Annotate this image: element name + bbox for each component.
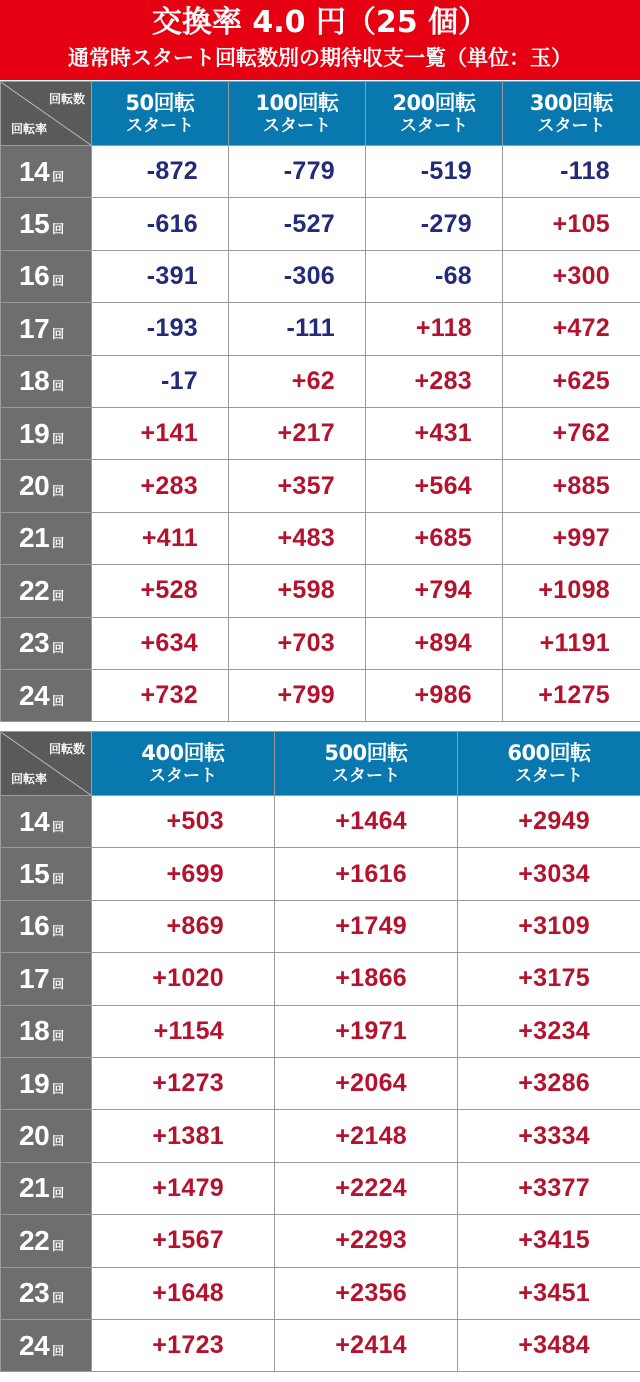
rate-unit: 回 — [52, 872, 65, 887]
value-cell: +3377 — [458, 1162, 640, 1214]
expected-value-table-1 — [0, 81, 640, 722]
table-row — [1, 565, 640, 617]
table-row — [1, 848, 640, 900]
corner-rate-label: 回転率 — [11, 122, 48, 136]
corner-rate-label: 回転率 — [11, 772, 48, 786]
rate-unit: 回 — [52, 976, 65, 991]
table-header-row — [1, 82, 640, 146]
table-row — [1, 146, 640, 198]
row-header-rate — [1, 146, 92, 198]
table-row — [1, 512, 640, 564]
value-cell: +1464 — [275, 796, 458, 848]
column-header-start: スタート — [537, 115, 606, 136]
rate-value: 24 — [19, 679, 50, 711]
value-cell: +1191 — [503, 617, 640, 669]
rate-unit: 回 — [52, 1238, 65, 1253]
value-cell: +118 — [366, 303, 503, 355]
table-row — [1, 953, 640, 1005]
rate-unit: 回 — [52, 222, 65, 237]
title-banner — [0, 0, 640, 80]
value-cell: +3034 — [458, 848, 640, 900]
rate-unit: 回 — [52, 169, 65, 184]
value-cell: +503 — [92, 796, 275, 848]
table-row — [1, 303, 640, 355]
column-header — [275, 732, 458, 796]
row-header-rate — [1, 355, 92, 407]
value-cell: +2414 — [275, 1319, 458, 1371]
column-header-start: スタート — [400, 115, 468, 136]
rate-value: 23 — [19, 1277, 50, 1309]
value-cell: +699 — [92, 848, 275, 900]
rate-value: 17 — [19, 962, 50, 994]
table-row — [1, 460, 640, 512]
column-header-start: スタート — [263, 115, 331, 136]
column-header-spins: 400回転 — [141, 740, 225, 765]
value-cell: -779 — [229, 146, 366, 198]
value-cell: +2064 — [275, 1057, 458, 1109]
value-cell: +799 — [229, 669, 366, 721]
row-header-rate — [1, 460, 92, 512]
value-cell: +1273 — [92, 1057, 275, 1109]
value-cell: +2224 — [275, 1162, 458, 1214]
rate-unit: 回 — [52, 326, 65, 341]
row-header-rate — [1, 900, 92, 952]
value-cell: +794 — [366, 565, 503, 617]
value-cell: +1381 — [92, 1110, 275, 1162]
rate-value: 18 — [19, 1015, 50, 1047]
value-cell: -519 — [366, 146, 503, 198]
value-cell: +3234 — [458, 1005, 640, 1057]
table-row — [1, 1005, 640, 1057]
table-row — [1, 1215, 640, 1267]
value-cell: +300 — [503, 250, 640, 302]
rate-value: 19 — [19, 1067, 50, 1099]
column-header — [229, 82, 366, 146]
value-cell: +431 — [366, 407, 503, 459]
table-row — [1, 1057, 640, 1109]
corner-spins-label: 回転数 — [48, 742, 85, 756]
value-cell: -118 — [503, 146, 640, 198]
corner-header — [1, 732, 92, 796]
value-cell: +869 — [92, 900, 275, 952]
table-row — [1, 198, 640, 250]
row-header-rate — [1, 669, 92, 721]
value-cell: +2293 — [275, 1215, 458, 1267]
value-cell: +2949 — [458, 796, 640, 848]
value-cell: +3286 — [458, 1057, 640, 1109]
corner-spins-label: 回転数 — [48, 92, 85, 106]
corner-header — [1, 82, 92, 146]
rate-unit: 回 — [52, 588, 65, 603]
column-header — [366, 82, 503, 146]
rate-unit: 回 — [52, 1134, 65, 1149]
table-row — [1, 1267, 640, 1319]
value-cell: +732 — [92, 669, 229, 721]
value-cell: +685 — [366, 512, 503, 564]
table-row — [1, 250, 640, 302]
value-cell: -527 — [229, 198, 366, 250]
value-cell: +1020 — [92, 953, 275, 1005]
value-cell: +3109 — [458, 900, 640, 952]
column-header-spins: 500回転 — [324, 740, 408, 765]
value-cell: +3175 — [458, 953, 640, 1005]
value-cell: +1616 — [275, 848, 458, 900]
column-header — [92, 732, 275, 796]
value-cell: -193 — [92, 303, 229, 355]
rate-unit: 回 — [52, 819, 65, 834]
value-cell: +703 — [229, 617, 366, 669]
rate-unit: 回 — [52, 641, 65, 656]
table-row — [1, 617, 640, 669]
value-cell: +1275 — [503, 669, 640, 721]
value-cell: +62 — [229, 355, 366, 407]
rate-unit: 回 — [52, 431, 65, 446]
value-cell: -68 — [366, 250, 503, 302]
rate-value: 16 — [19, 910, 50, 942]
value-cell: +564 — [366, 460, 503, 512]
value-cell: +2356 — [275, 1267, 458, 1319]
value-cell: +997 — [503, 512, 640, 564]
value-cell: +1567 — [92, 1215, 275, 1267]
rate-value: 19 — [19, 417, 50, 449]
row-header-rate — [1, 953, 92, 1005]
column-header — [92, 82, 229, 146]
row-header-rate — [1, 1215, 92, 1267]
row-header-rate — [1, 617, 92, 669]
table-row — [1, 1110, 640, 1162]
value-cell: +3334 — [458, 1110, 640, 1162]
row-header-rate — [1, 303, 92, 355]
table-row — [1, 1319, 640, 1371]
rate-value: 14 — [19, 805, 50, 837]
column-header-spins: 300回転 — [529, 90, 614, 115]
value-cell: +2148 — [275, 1110, 458, 1162]
value-cell: -306 — [229, 250, 366, 302]
column-header-start: スタート — [149, 765, 217, 786]
row-header-rate — [1, 198, 92, 250]
row-header-rate — [1, 512, 92, 564]
rate-value: 23 — [19, 627, 50, 659]
page-title: 交換率 4.0 円（25 個） — [151, 5, 489, 40]
table-row — [1, 796, 640, 848]
table-row — [1, 900, 640, 952]
rate-value: 15 — [19, 208, 50, 240]
rate-unit: 回 — [52, 924, 65, 939]
column-header-start: スタート — [332, 765, 400, 786]
rate-value: 24 — [19, 1329, 50, 1361]
value-cell: +3415 — [458, 1215, 640, 1267]
value-cell: +1866 — [275, 953, 458, 1005]
value-cell: -111 — [229, 303, 366, 355]
row-header-rate — [1, 1267, 92, 1319]
value-cell: +1154 — [92, 1005, 275, 1057]
value-cell: +625 — [503, 355, 640, 407]
rate-unit: 回 — [52, 1291, 65, 1306]
table-row — [1, 1162, 640, 1214]
value-cell: +1648 — [92, 1267, 275, 1319]
rate-value: 15 — [19, 858, 50, 890]
row-header-rate — [1, 848, 92, 900]
row-header-rate — [1, 796, 92, 848]
value-cell: +411 — [92, 512, 229, 564]
rate-value: 20 — [19, 1120, 50, 1152]
row-header-rate — [1, 565, 92, 617]
rate-value: 17 — [19, 312, 50, 344]
expected-value-table-2 — [0, 731, 640, 1372]
value-cell: +762 — [503, 407, 640, 459]
row-header-rate — [1, 1005, 92, 1057]
column-header-spins: 100回転 — [255, 90, 339, 115]
column-header-start: スタート — [515, 765, 583, 786]
rate-value: 16 — [19, 260, 50, 292]
row-header-rate — [1, 1057, 92, 1109]
rate-value: 20 — [19, 470, 50, 502]
row-header-rate — [1, 1162, 92, 1214]
value-cell: +894 — [366, 617, 503, 669]
value-cell: -391 — [92, 250, 229, 302]
value-cell: +3451 — [458, 1267, 640, 1319]
value-cell: +885 — [503, 460, 640, 512]
value-cell: -872 — [92, 146, 229, 198]
value-cell: -17 — [92, 355, 229, 407]
table-row — [1, 669, 640, 721]
rate-value: 14 — [19, 155, 50, 187]
rate-value: 22 — [19, 574, 50, 606]
rate-unit: 回 — [52, 1081, 65, 1096]
rate-unit: 回 — [52, 274, 65, 289]
column-header — [503, 82, 640, 146]
value-cell: +283 — [92, 460, 229, 512]
page-subtitle: 通常時スタート回転数別の期待収支一覧（単位：玉） — [68, 46, 572, 70]
value-cell: +634 — [92, 617, 229, 669]
value-cell: +472 — [503, 303, 640, 355]
table-header-row — [1, 732, 640, 796]
value-cell: +1971 — [275, 1005, 458, 1057]
value-cell: +3484 — [458, 1319, 640, 1371]
value-cell: +105 — [503, 198, 640, 250]
value-cell: +217 — [229, 407, 366, 459]
value-cell: +528 — [92, 565, 229, 617]
value-cell: +357 — [229, 460, 366, 512]
rate-value: 22 — [19, 1224, 50, 1256]
rate-unit: 回 — [52, 379, 65, 394]
value-cell: +1098 — [503, 565, 640, 617]
value-cell: -279 — [366, 198, 503, 250]
rate-value: 18 — [19, 365, 50, 397]
rate-unit: 回 — [52, 536, 65, 551]
row-header-rate — [1, 1110, 92, 1162]
rate-value: 21 — [19, 522, 50, 554]
value-cell: +141 — [92, 407, 229, 459]
rate-unit: 回 — [52, 1029, 65, 1044]
rate-unit: 回 — [52, 484, 65, 499]
row-header-rate — [1, 407, 92, 459]
value-cell: +483 — [229, 512, 366, 564]
rate-value: 21 — [19, 1172, 50, 1204]
value-cell: +283 — [366, 355, 503, 407]
rate-unit: 回 — [52, 1186, 65, 1201]
value-cell: +598 — [229, 565, 366, 617]
column-header — [458, 732, 640, 796]
column-header-start: スタート — [126, 115, 194, 136]
value-cell: +1723 — [92, 1319, 275, 1371]
column-header-spins: 600回転 — [507, 740, 591, 765]
value-cell: +1749 — [275, 900, 458, 952]
table-row — [1, 407, 640, 459]
column-header-spins: 50回転 — [125, 90, 195, 115]
row-header-rate — [1, 250, 92, 302]
rate-unit: 回 — [52, 693, 65, 708]
value-cell: +986 — [366, 669, 503, 721]
rate-unit: 回 — [52, 1343, 65, 1358]
value-cell: -616 — [92, 198, 229, 250]
value-cell: +1479 — [92, 1162, 275, 1214]
table-row — [1, 355, 640, 407]
column-header-spins: 200回転 — [392, 90, 476, 115]
row-header-rate — [1, 1319, 92, 1371]
